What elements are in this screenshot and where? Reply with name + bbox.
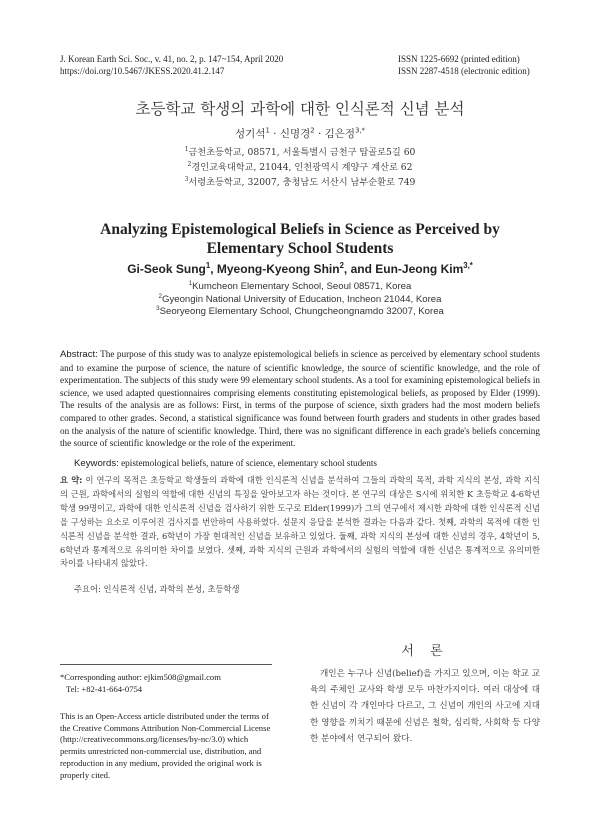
license-note: This is an Open-Access article distributed under the terms of the Creative Commons Attribution Non-Commercial License (http://creativecommons.org/licenses/by-nc/3.0) which permits unrestricted non-commercial use, distribution, and reproduction in any medium, provided the original work is properly cited. xyxy=(60,711,271,780)
introduction-heading: 서 론 xyxy=(401,644,449,659)
author-separator: · xyxy=(269,128,280,140)
affiliation-sup: 2 xyxy=(187,160,192,168)
keywords-text: epistemological beliefs, nature of science, elementary school students xyxy=(121,458,377,468)
affiliation-line xyxy=(0,306,600,319)
korean-affiliations xyxy=(0,145,600,190)
korean-keywords-label: 주요어: xyxy=(74,584,101,594)
footnote-divider xyxy=(60,664,272,665)
affiliation-sup: 3 xyxy=(156,304,160,312)
author-name: 김은정 xyxy=(324,128,356,140)
affiliation-sup: 1 xyxy=(188,279,193,287)
author-name: 신명경 xyxy=(279,128,311,140)
english-abstract xyxy=(60,348,540,450)
author-name: 성기석 xyxy=(235,128,266,140)
author-separator: · xyxy=(314,128,325,140)
english-title xyxy=(0,220,600,258)
korean-abstract-label: 요 약: xyxy=(60,475,83,485)
affiliation-line xyxy=(0,281,600,294)
author-sup: 2 xyxy=(310,126,315,135)
affiliation-line xyxy=(0,160,600,175)
introduction-paragraph: 개인은 누구나 신념(belief)을 가지고 있으며, 이는 학교 교육의 주체인 교사와 학생 모두 마찬가지이다. 여러 대상에 대한 신념이 각 개인마다 다르고, 그 신념이 개인의 사고에 지대한 영향을 끼치기 때문에 신념은 철학, 심리학, 사회학 등 다양한 분야에서 연구되어 왔다. xyxy=(310,669,540,744)
issn-electronic: ISSN 2287-4518 (electronic edition) xyxy=(398,66,530,76)
english-title-line: Elementary School Students xyxy=(206,240,394,257)
affiliation-text: 금천초등학교, 08571, 서울특별시 금천구 탑골로5길 60 xyxy=(188,147,416,158)
affiliation-text: Kumcheon Elementary School, Seoul 08571, Korea xyxy=(192,281,412,292)
author-name: Eun-Jeong Kim xyxy=(375,262,464,276)
author-sup: 1 xyxy=(265,126,270,135)
author-sup: 2 xyxy=(339,261,344,270)
korean-abstract-text: 이 연구의 목적은 초등학교 학생들의 과학에 대한 인식론적 신념을 분석하여 그들의 과학의 목적, 과학 지식의 본성, 과학 지식의 근원, 과학에서의 실험의 역할에 대한 신념의 특징을 알아보고자 하는 것이다. 본 연구의 대상은 S시에 위치한 K 초등학교 4-6학년 학생 99명이고, 과학에 대한 인식론적 신념을 검사하기 위한 도구로 Elder(1999)가 그의 연구에서 제시한 과학에 대한 인식론적 신념을 구성하는 요소로 이루어진 검사지를 번안하여 사용하였다. 설문지 응답을 분석한 결과는 다음과 같다. 첫째, 과학의 목적에 대한 인식론적 신념을 분석한 결과, 6학년이 가장 현대적인 신념을 보유하고 있었다. 둘째, 과학 지식의 본성에 대한 신념의 경우, 4학년이 5, 6학년과 통계적으로 유의미한 차이를 보였다. 셋째, 과학 지식의 근원과 과학에서의 실험의 역할에 대한 신념은 통계적으로 유의미한 차이를 나타내지 않았다. xyxy=(60,475,540,569)
affiliation-text: 서령초등학교, 32007, 충청남도 서산시 남부순환로 749 xyxy=(188,177,416,188)
author-sup: 1 xyxy=(205,261,211,270)
author-sup: 3,* xyxy=(463,261,473,270)
korean-abstract xyxy=(60,474,540,571)
corresponding-email: *Corresponding author: ejkim508@gmail.com xyxy=(60,672,221,682)
author-sup: 3,* xyxy=(355,126,365,135)
corresponding-author xyxy=(60,672,272,695)
affiliation-text: 경인교육대학교, 21044, 인천광역시 계양구 계산로 62 xyxy=(191,162,413,173)
korean-title: 초등학교 학생의 과학에 대한 인식론적 신념 분석 xyxy=(135,100,465,118)
korean-keywords xyxy=(74,583,540,595)
author-name: Gi-Seok Sung xyxy=(127,262,206,276)
affiliation-sup: 1 xyxy=(184,145,189,153)
journal-citation xyxy=(60,53,283,77)
introduction-text xyxy=(310,666,540,747)
affiliation-text: Seoryeong Elementary School, Chungcheongnamdo 32007, Korea xyxy=(159,306,444,317)
issn-block xyxy=(398,53,530,77)
affiliation-line xyxy=(0,294,600,307)
author-separator: , and xyxy=(343,262,376,276)
abstract-label: Abstract: xyxy=(60,349,98,360)
doi-link[interactable]: https://doi.org/10.5467/JKESS.2020.41.2.147 xyxy=(60,66,225,76)
english-title-line: Analyzing Epistemological Beliefs in Science as Perceived by xyxy=(100,221,500,238)
affiliation-text: Gyeongin National University of Education, Incheon 21044, Korea xyxy=(162,293,442,305)
author-name: Myeong-Kyeong Shin xyxy=(216,262,340,276)
affiliation-sup: 2 xyxy=(158,292,162,300)
affiliation-line xyxy=(0,175,600,190)
affiliation-sup: 3 xyxy=(184,175,189,183)
issn-print: ISSN 1225-6692 (printed edition) xyxy=(398,54,520,64)
affiliation-line xyxy=(0,145,600,160)
journal-reference: J. Korean Earth Sci. Soc., v. 41, no. 2, p. 147~154, April 2020 xyxy=(60,54,284,64)
keywords-label: Keywords: xyxy=(74,458,119,469)
corresponding-tel: Tel: +82-41-664-0754 xyxy=(66,683,143,694)
abstract-text: The purpose of this study was to analyze epistemological beliefs in science as perceived by elementary school students and to examine the purpose of science, the nature of scientific knowledge, the source of scientific knowledge, and the role of experimentation. The subjects of this study were 99 elementary school students. As a tool for examining epistemological beliefs in science, we used adapted questionnaires comprising elements constituting epistemological beliefs, as proposed by Elder (1999). The results of the analysis are as follows: First, in terms of the purpose of science, sixth graders had the most modern beliefs compared to other grades. Second, a statistical significance was found between fourth graders and students in other grades based on the analysis of the nature of scientific knowledge. Third, there was no significant difference in each grade's beliefs concerning the source of scientific knowledge or the role of the experiment. xyxy=(60,349,540,449)
english-authors xyxy=(0,262,600,276)
english-affiliations xyxy=(0,281,600,319)
korean-authors xyxy=(0,126,600,141)
korean-keywords-text: 인식론적 신념, 과학의 본성, 초등학생 xyxy=(103,584,240,594)
english-keywords xyxy=(74,458,540,469)
author-separator: , xyxy=(210,262,217,276)
